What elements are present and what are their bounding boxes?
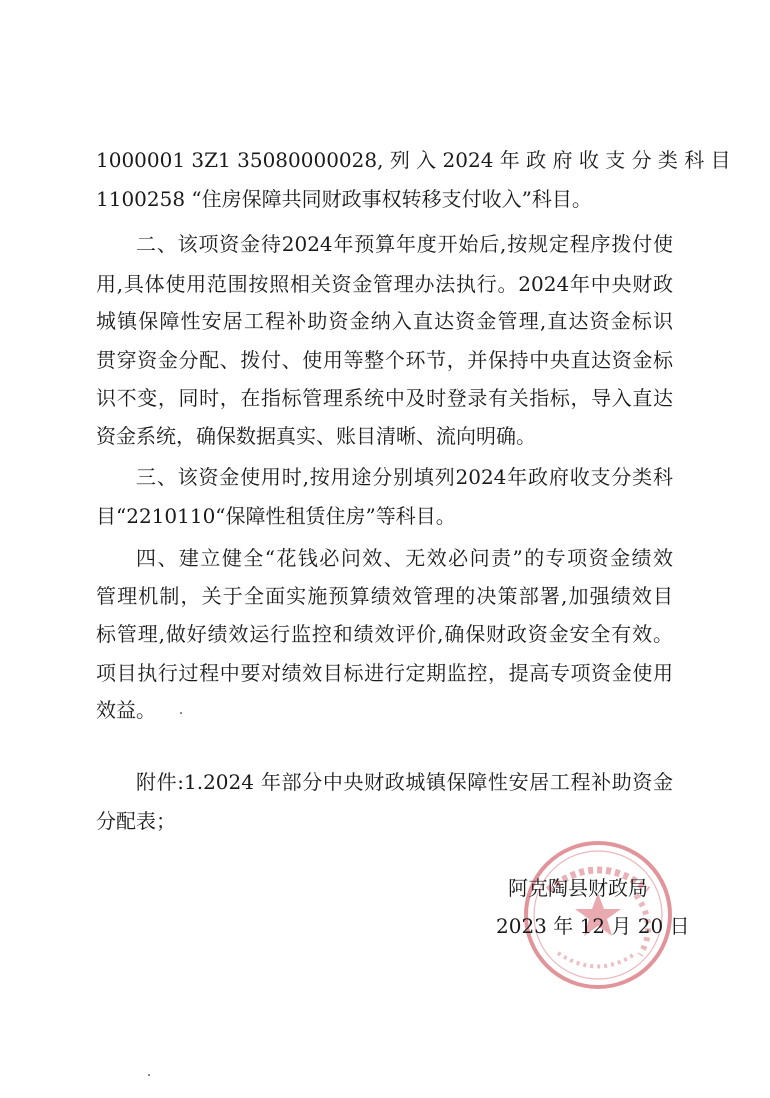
section-3-line-2: 目“2210110“保障性租赁住房”等科目。 [96, 504, 456, 528]
section-2-line-6: 资金系统，确保数据真实、账目清晰、流向明确。 [96, 424, 536, 448]
body-line-2: 1100258 “住房保障共同财政事权转移支付收入”科目。 [96, 187, 592, 211]
attachment-line-1: 附件:1.2024 年部分中央财政城镇保障性安居工程补助资金 [136, 770, 673, 794]
section-4-line-3: 标管理,做好绩效运行监控和绩效评价,确保财政资金安全有效。 [96, 622, 673, 646]
section-4-line-1: 四、建立健全“花钱必问效、无效必问责”的专项资金绩效 [136, 546, 673, 570]
section-3-line-1: 三、该资金使用时,按用途分别填列2024年政府收支分类科 [136, 465, 673, 489]
signature-date: 2023 年 12 月 20 日 [496, 914, 690, 938]
signature-org: 阿克陶县财政局 [508, 876, 648, 900]
section-2-line-2: 用,具体使用范围按照相关资金管理办法执行。2024年中央财政 [96, 272, 673, 296]
scan-speck [180, 712, 182, 714]
section-2-line-3: 城镇保障性安居工程补助资金纳入直达资金管理,直达资金标识 [96, 309, 673, 333]
section-2-line-1: 二、该项资金待2024年预算年度开始后,按规定程序拨付使 [136, 232, 673, 256]
body-line-1: 1000001 3Z1 35080000028, 列 入 2024 年 政 府 收 支 分 类 科 目 [96, 148, 731, 172]
scan-speck-bottom [148, 1074, 150, 1076]
section-4-line-4: 项目执行过程中要对绩效目标进行定期监控，提高专项资金使用 [96, 661, 673, 685]
attachment-line-2: 分配表； [96, 809, 176, 833]
section-2-line-4: 贯穿资金分配、拨付、使用等整个环节，并保持中央直达资金标 [96, 348, 673, 372]
section-4-line-2: 管理机制，关于全面实施预算绩效管理的决策部署,加强绩效目 [96, 584, 673, 608]
section-2-line-5: 识不变，同时，在指标管理系统中及时登录有关指标，导入直达 [96, 386, 673, 410]
section-4-line-5: 效益。 [96, 698, 156, 722]
